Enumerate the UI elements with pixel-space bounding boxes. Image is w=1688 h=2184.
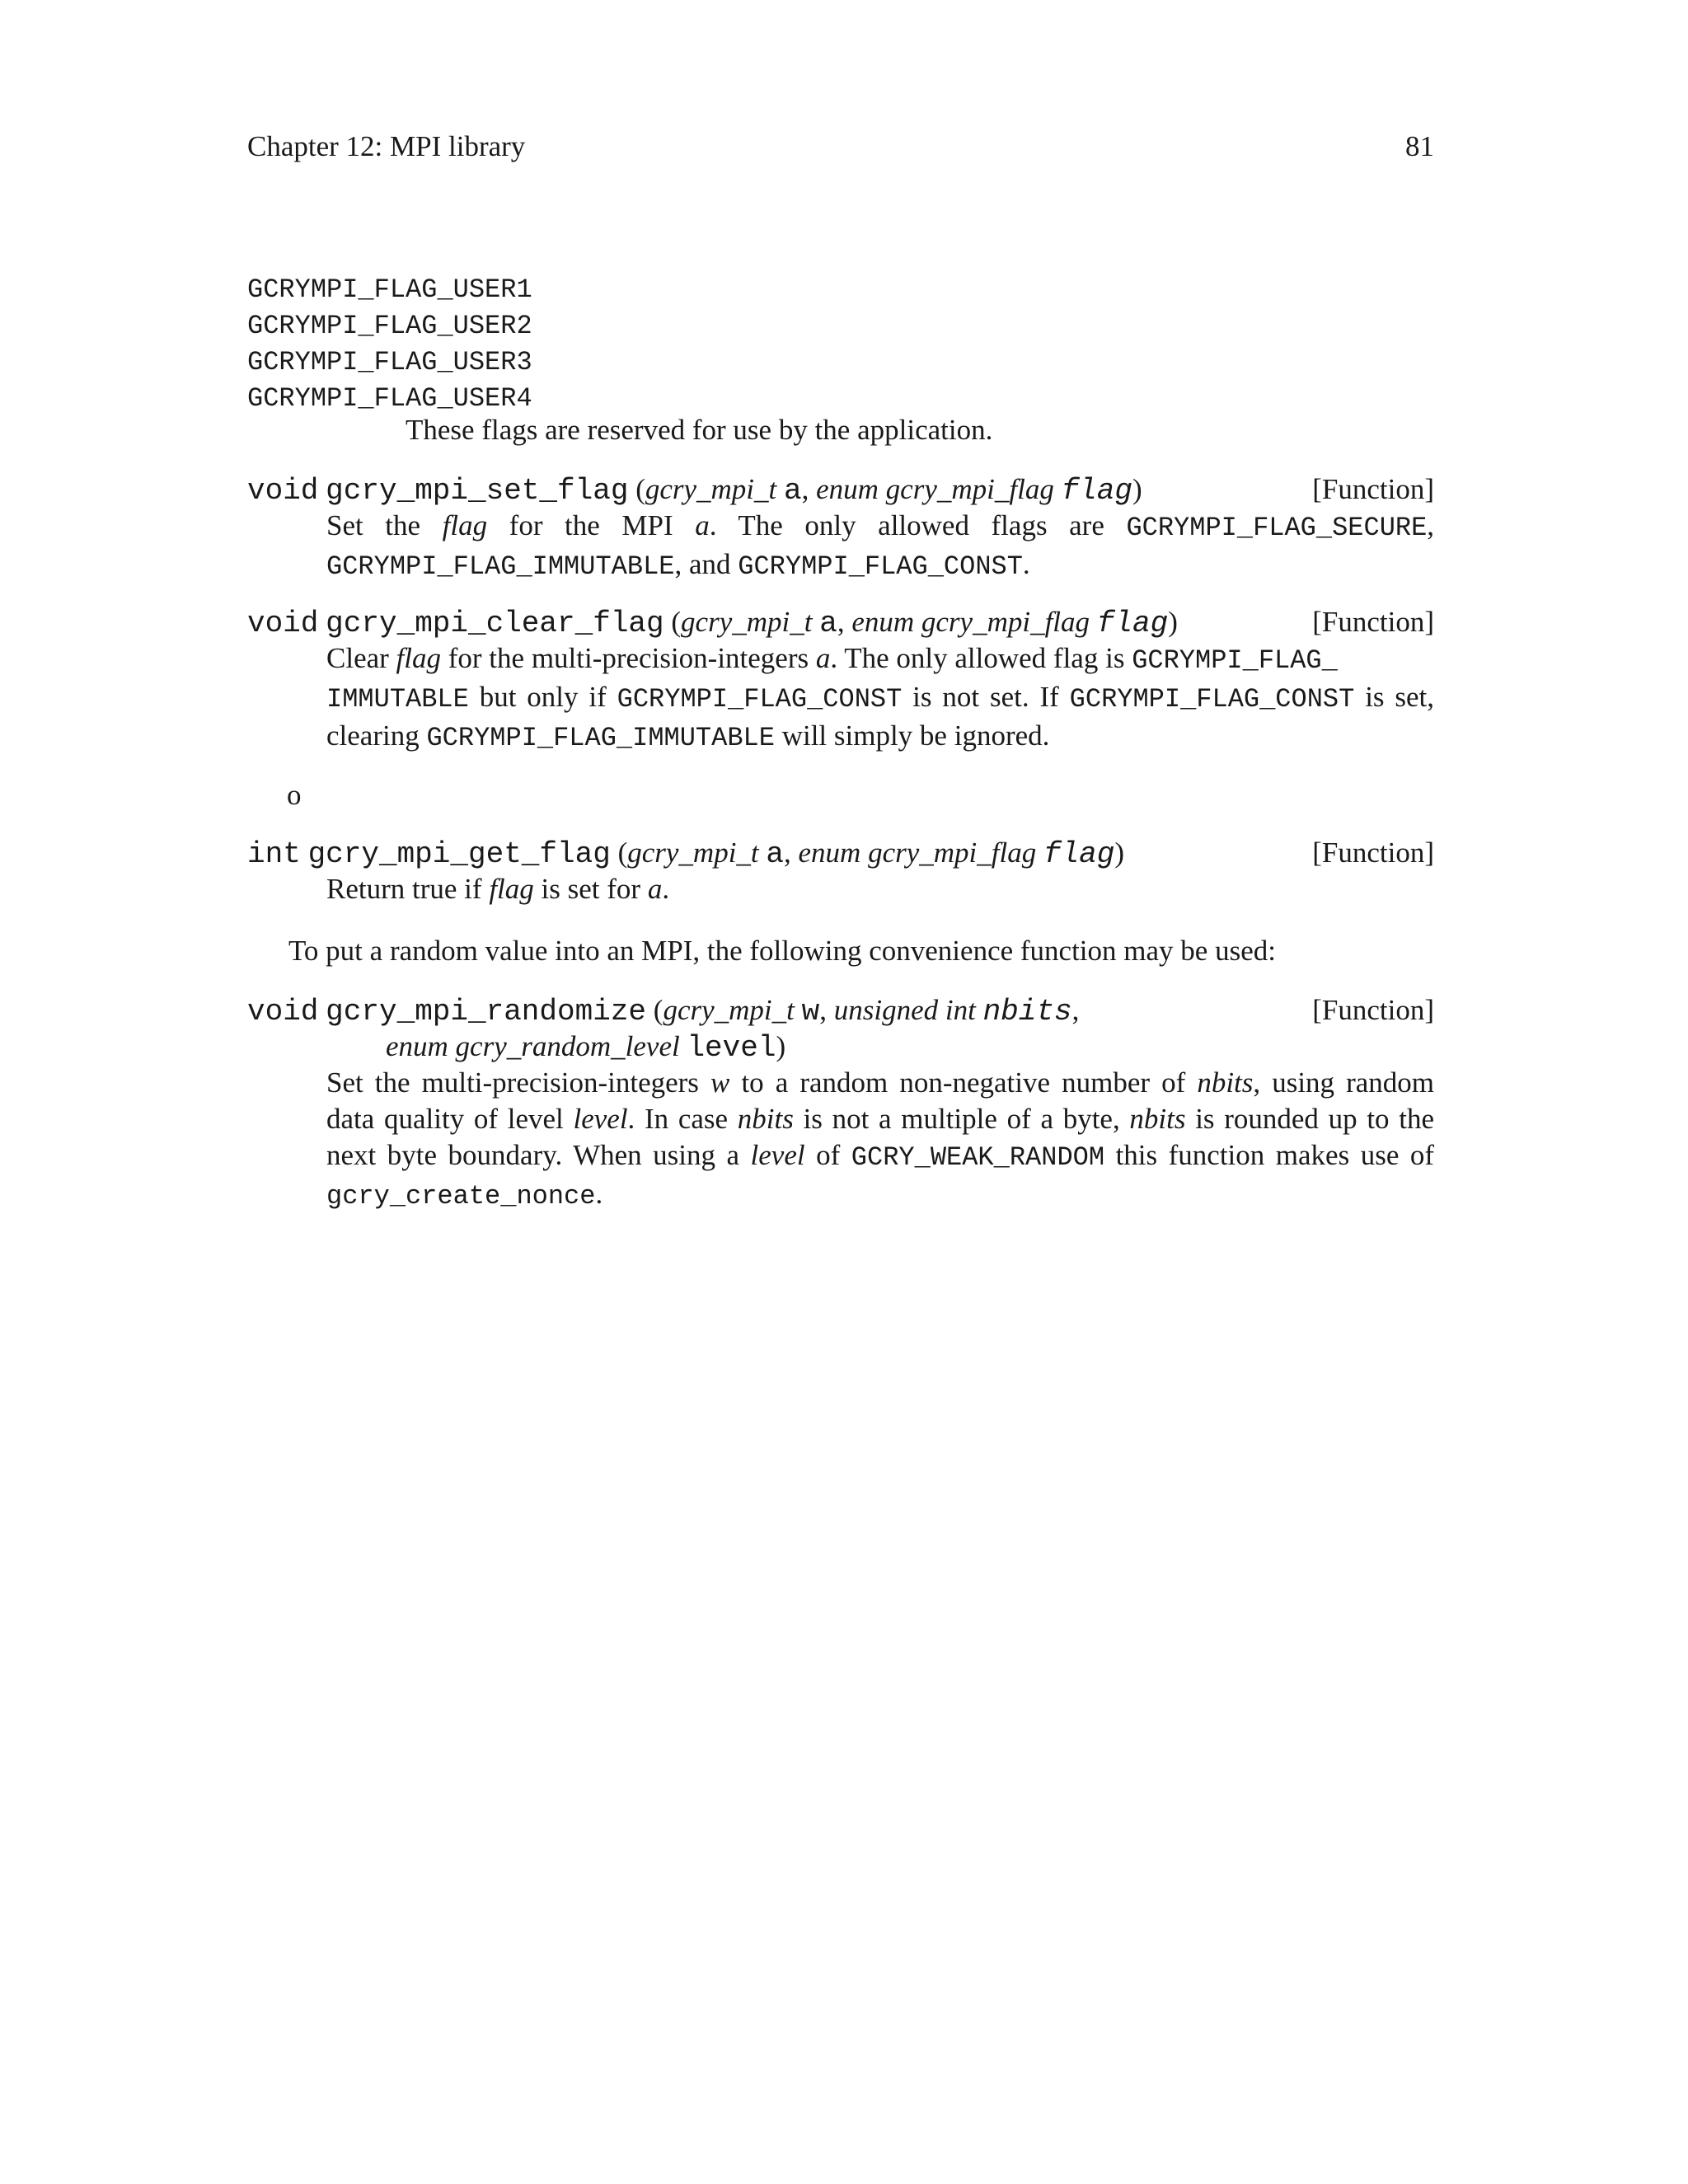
set-flag-function-tag: [Function] (1312, 473, 1434, 505)
chapter-title: Chapter 12: MPI library (247, 130, 526, 162)
randomize-function-name: gcry_mpi_randomize (326, 995, 647, 1029)
flag-user4: GCRYMPI_FLAG_USER4 (247, 383, 532, 414)
clear-flag-definition (247, 604, 1434, 757)
page-number: 81 (1405, 130, 1434, 162)
randomize-param2-name: nbits (982, 995, 1072, 1029)
get-flag-return-type: int (247, 837, 301, 871)
randomize-param3-type: enum gcry_random_level (386, 1030, 680, 1062)
flag-user3: GCRYMPI_FLAG_USER3 (247, 347, 532, 377)
clear-flag-function-name: gcry_mpi_clear_flag (326, 607, 664, 640)
clear-flag-param1-type: gcry_mpi_t (681, 606, 813, 638)
randomize-signature: void gcry_mpi_randomize (gcry_mpi_t w, unsigned int nbits, [Function] (247, 994, 1434, 1029)
set-flag-param1-name: a (784, 474, 802, 508)
get-flag-param1-name: a (766, 837, 785, 871)
randomize-param1-type: gcry_mpi_t (663, 994, 795, 1026)
clear-flag-param2-name: flag (1096, 607, 1169, 640)
flag-list (247, 272, 1434, 417)
get-flag-definition (247, 835, 1434, 907)
set-flag-param1-type: gcry_mpi_t (645, 473, 777, 505)
set-flag-description: Set the flag for the MPI a. The only allowed flags are GCRYMPI_FLAG_SECURE, GCRYMPI_FLAG_IMMUTABLE, and GCRYMPI_FLAG_CONST. (326, 509, 1435, 582)
flag-user2: GCRYMPI_FLAG_USER2 (247, 311, 532, 341)
get-flag-function-tag: [Function] (1312, 837, 1434, 869)
randomize-param3-name: level (687, 1031, 776, 1065)
set-flag-function-name: gcry_mpi_set_flag (326, 474, 629, 508)
randomize-param2-type: unsigned int (833, 994, 976, 1026)
flags-description: These flags are reserved for use by the application. (406, 414, 993, 446)
stray-letter-o: o (287, 779, 302, 811)
get-flag-param2-name: flag (1043, 837, 1115, 871)
set-flag-signature: void gcry_mpi_set_flag (gcry_mpi_t a, enum gcry_mpi_flag flag) [Function] (247, 473, 1434, 508)
get-flag-description: Return true if flag is set for a. (326, 873, 670, 905)
get-flag-function-name: gcry_mpi_get_flag (307, 837, 611, 871)
set-flag-param2-type: enum gcry_mpi_flag (816, 473, 1054, 505)
set-flag-definition (247, 471, 1434, 585)
get-flag-signature: int gcry_mpi_get_flag (gcry_mpi_t a, enum gcry_mpi_flag flag) [Function] (247, 837, 1434, 871)
clear-flag-return-type: void (247, 607, 319, 640)
clear-flag-function-tag: [Function] (1312, 606, 1434, 638)
randomize-param1-name: w (801, 995, 820, 1029)
randomize-definition (247, 992, 1434, 1215)
randomize-description: Set the multi-precision-integers w to a random non-negative number of nbits, using random data quality of level level. In case nbits is not a multiple of a byte, nbits is rounded up to the next byte boundary. When using a level of GCRY_WEAK_RANDOM this function makes use of gcry_create_nonce. (326, 1066, 1435, 1212)
randomize-function-tag: [Function] (1312, 994, 1434, 1026)
clear-flag-description: Clear flag for the multi-precision-integers a. The only allowed flag is GCRYMPI_FLAG_ IMMUTABLE but only if GCRYMPI_FLAG_CONST is not set. If GCRYMPI_FLAG_CONST is set, clearing GCRYMPI_FLAG_IMMUTABLE will simply be ignored. (326, 642, 1435, 753)
flag-user1: GCRYMPI_FLAG_USER1 (247, 274, 532, 305)
get-flag-param2-type: enum gcry_mpi_flag (798, 837, 1037, 869)
clear-flag-signature: void gcry_mpi_clear_flag (gcry_mpi_t a, enum gcry_mpi_flag flag) [Function] (247, 606, 1434, 640)
randomize-signature-cont: enum gcry_random_level level) (386, 1030, 786, 1065)
set-flag-param2-name: flag (1061, 474, 1132, 508)
clear-flag-param2-type: enum gcry_mpi_flag (851, 606, 1090, 638)
page-header (247, 130, 1434, 171)
randomize-return-type: void (247, 995, 319, 1029)
randomize-intro: To put a random value into an MPI, the following convenience function may be used: (288, 935, 1276, 967)
set-flag-return-type: void (247, 474, 319, 508)
clear-flag-param1-name: a (819, 607, 837, 640)
get-flag-param1-type: gcry_mpi_t (627, 837, 759, 869)
